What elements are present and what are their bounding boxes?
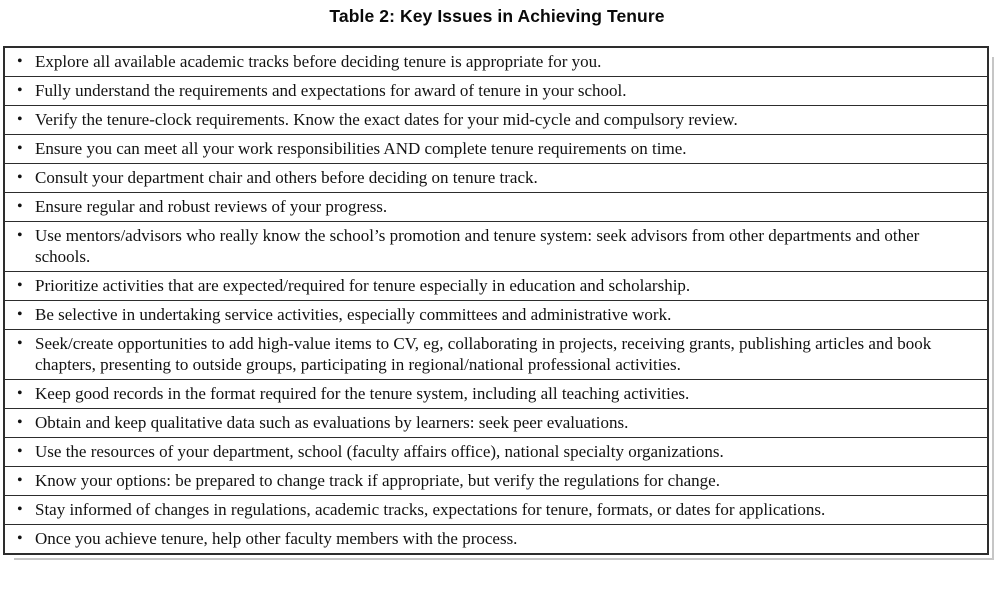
bullet-icon: • [17, 443, 23, 460]
bullet-icon: • [17, 140, 23, 157]
item-text: Once you achieve tenure, help other faculty members with the process. [35, 529, 518, 548]
item-text: Ensure regular and robust reviews of your progress. [35, 197, 388, 216]
item-text: Use the resources of your department, school (faculty affairs office), national specialty organizations. [35, 442, 724, 461]
table-row [5, 163, 987, 192]
table-row [5, 437, 987, 466]
table-row [5, 48, 987, 76]
table-row [5, 495, 987, 524]
bullet-icon: • [17, 335, 23, 352]
bullet-icon: • [17, 111, 23, 128]
item-text: Ensure you can meet all your work responsibilities AND complete tenure requirements on time. [35, 139, 687, 158]
table-row [5, 524, 987, 553]
table-row [5, 300, 987, 329]
bullet-icon: • [17, 306, 23, 323]
table-row [5, 379, 987, 408]
table-row [5, 192, 987, 221]
bullet-icon: • [17, 414, 23, 431]
bullet-icon: • [17, 227, 23, 244]
table-row [5, 221, 987, 271]
key-issues-table [3, 46, 989, 555]
bullet-icon: • [17, 530, 23, 547]
item-text: Prioritize activities that are expected/required for tenure especially in education and scholarship. [35, 276, 691, 295]
item-text: Be selective in undertaking service activities, especially committees and administrative work. [35, 305, 672, 324]
item-text: Obtain and keep qualitative data such as evaluations by learners: seek peer evaluations. [35, 413, 629, 432]
bullet-icon: • [17, 82, 23, 99]
item-text: Seek/create opportunities to add high-value items to CV, eg, collaborating in projects, receiving grants, publishing articles and book chapters, presenting to outside groups, participating in regional/national professional activities. [35, 334, 932, 374]
item-text: Explore all available academic tracks before deciding tenure is appropriate for you. [35, 52, 602, 71]
item-text: Use mentors/advisors who really know the school’s promotion and tenure system: seek advisors from other departments and other schools. [35, 226, 920, 266]
item-text: Stay informed of changes in regulations, academic tracks, expectations for tenure, formats, or dates for applications. [35, 500, 826, 519]
bullet-icon: • [17, 472, 23, 489]
item-text: Verify the tenure-clock requirements. Know the exact dates for your mid-cycle and compulsory review. [35, 110, 738, 129]
table-row [5, 329, 987, 379]
bullet-icon: • [17, 501, 23, 518]
table-title: Table 2: Key Issues in Achieving Tenure [329, 6, 665, 26]
item-text: Keep good records in the format required for the tenure system, including all teaching activities. [35, 384, 690, 403]
bullet-icon: • [17, 385, 23, 402]
table-row [5, 134, 987, 163]
bullet-icon: • [17, 277, 23, 294]
table-row [5, 76, 987, 105]
bullet-icon: • [17, 198, 23, 215]
bullet-icon: • [17, 53, 23, 70]
table-row [5, 271, 987, 300]
table-row [5, 466, 987, 495]
item-text: Know your options: be prepared to change track if appropriate, but verify the regulations for change. [35, 471, 720, 490]
item-text: Fully understand the requirements and expectations for award of tenure in your school. [35, 81, 627, 100]
table-row [5, 408, 987, 437]
item-text: Consult your department chair and others before deciding on tenure track. [35, 168, 538, 187]
bullet-icon: • [17, 169, 23, 186]
table-row [5, 105, 987, 134]
